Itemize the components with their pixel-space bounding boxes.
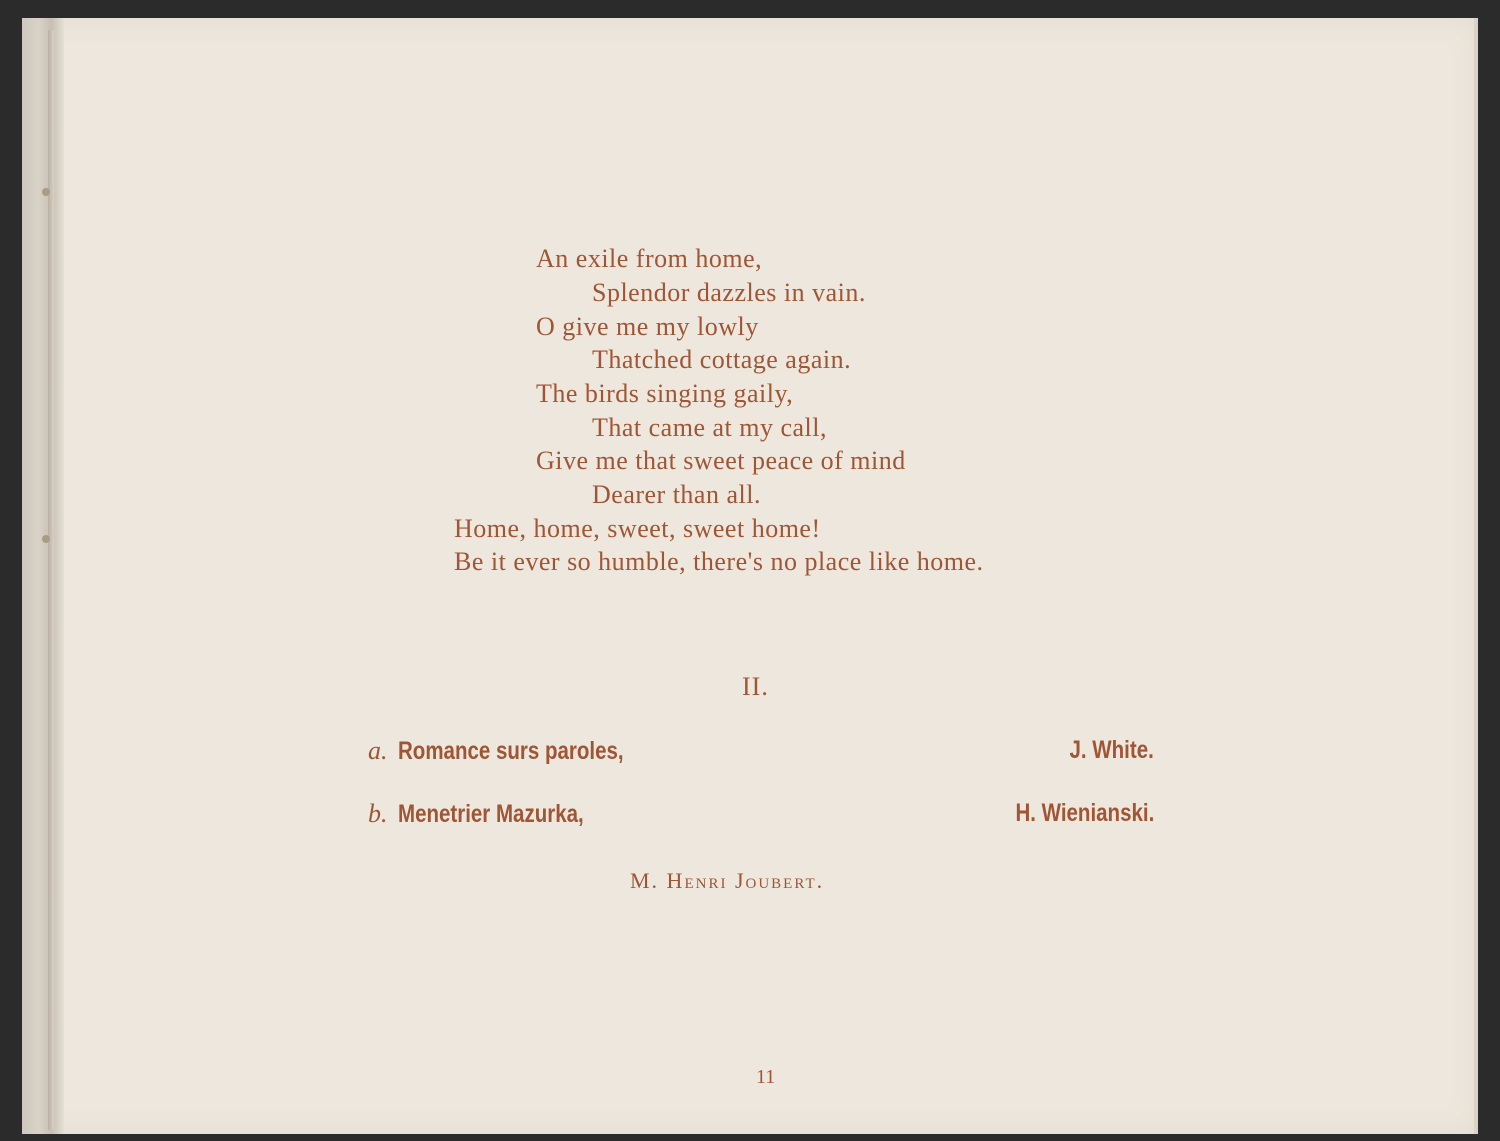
verse-line: That came at my call,	[592, 413, 828, 442]
composer-b	[985, 799, 1154, 828]
composer-name: H. Wienianski.	[1015, 799, 1154, 827]
verse-line: Give me that sweet peace of mind	[536, 446, 906, 475]
verse-line: Thatched cottage again.	[592, 345, 852, 374]
page-number: 11	[756, 1066, 776, 1088]
composer-name: J. White.	[1069, 736, 1154, 764]
verse-line: Splendor dazzles in vain.	[592, 278, 866, 307]
binding-fold	[48, 30, 54, 1130]
verse-line: Dearer than all.	[592, 480, 761, 509]
section-numeral: II.	[742, 672, 769, 701]
stitch-hole	[42, 188, 50, 196]
performer-name: M. Henri Joubert.	[630, 868, 825, 893]
refrain-line: Home, home, sweet, sweet home!	[454, 514, 821, 543]
item-letter: b.	[368, 799, 388, 828]
verse-line: The birds singing gaily,	[536, 379, 794, 408]
program-item-b	[368, 799, 624, 829]
piece-title: Romance surs paroles,	[397, 737, 624, 765]
page-edge	[1474, 18, 1478, 1134]
refrain-line: Be it ever so humble, there's no place like home.	[454, 547, 984, 576]
verse-line: O give me my lowly	[536, 312, 759, 341]
item-letter: a.	[368, 736, 388, 765]
piece-title: Menetrier Mazurka,	[397, 800, 584, 828]
binding	[22, 18, 64, 1134]
stitch-hole	[42, 535, 50, 543]
verse-line: An exile from home,	[536, 244, 763, 273]
program-item-a	[368, 736, 673, 766]
composer-a	[1051, 736, 1154, 765]
